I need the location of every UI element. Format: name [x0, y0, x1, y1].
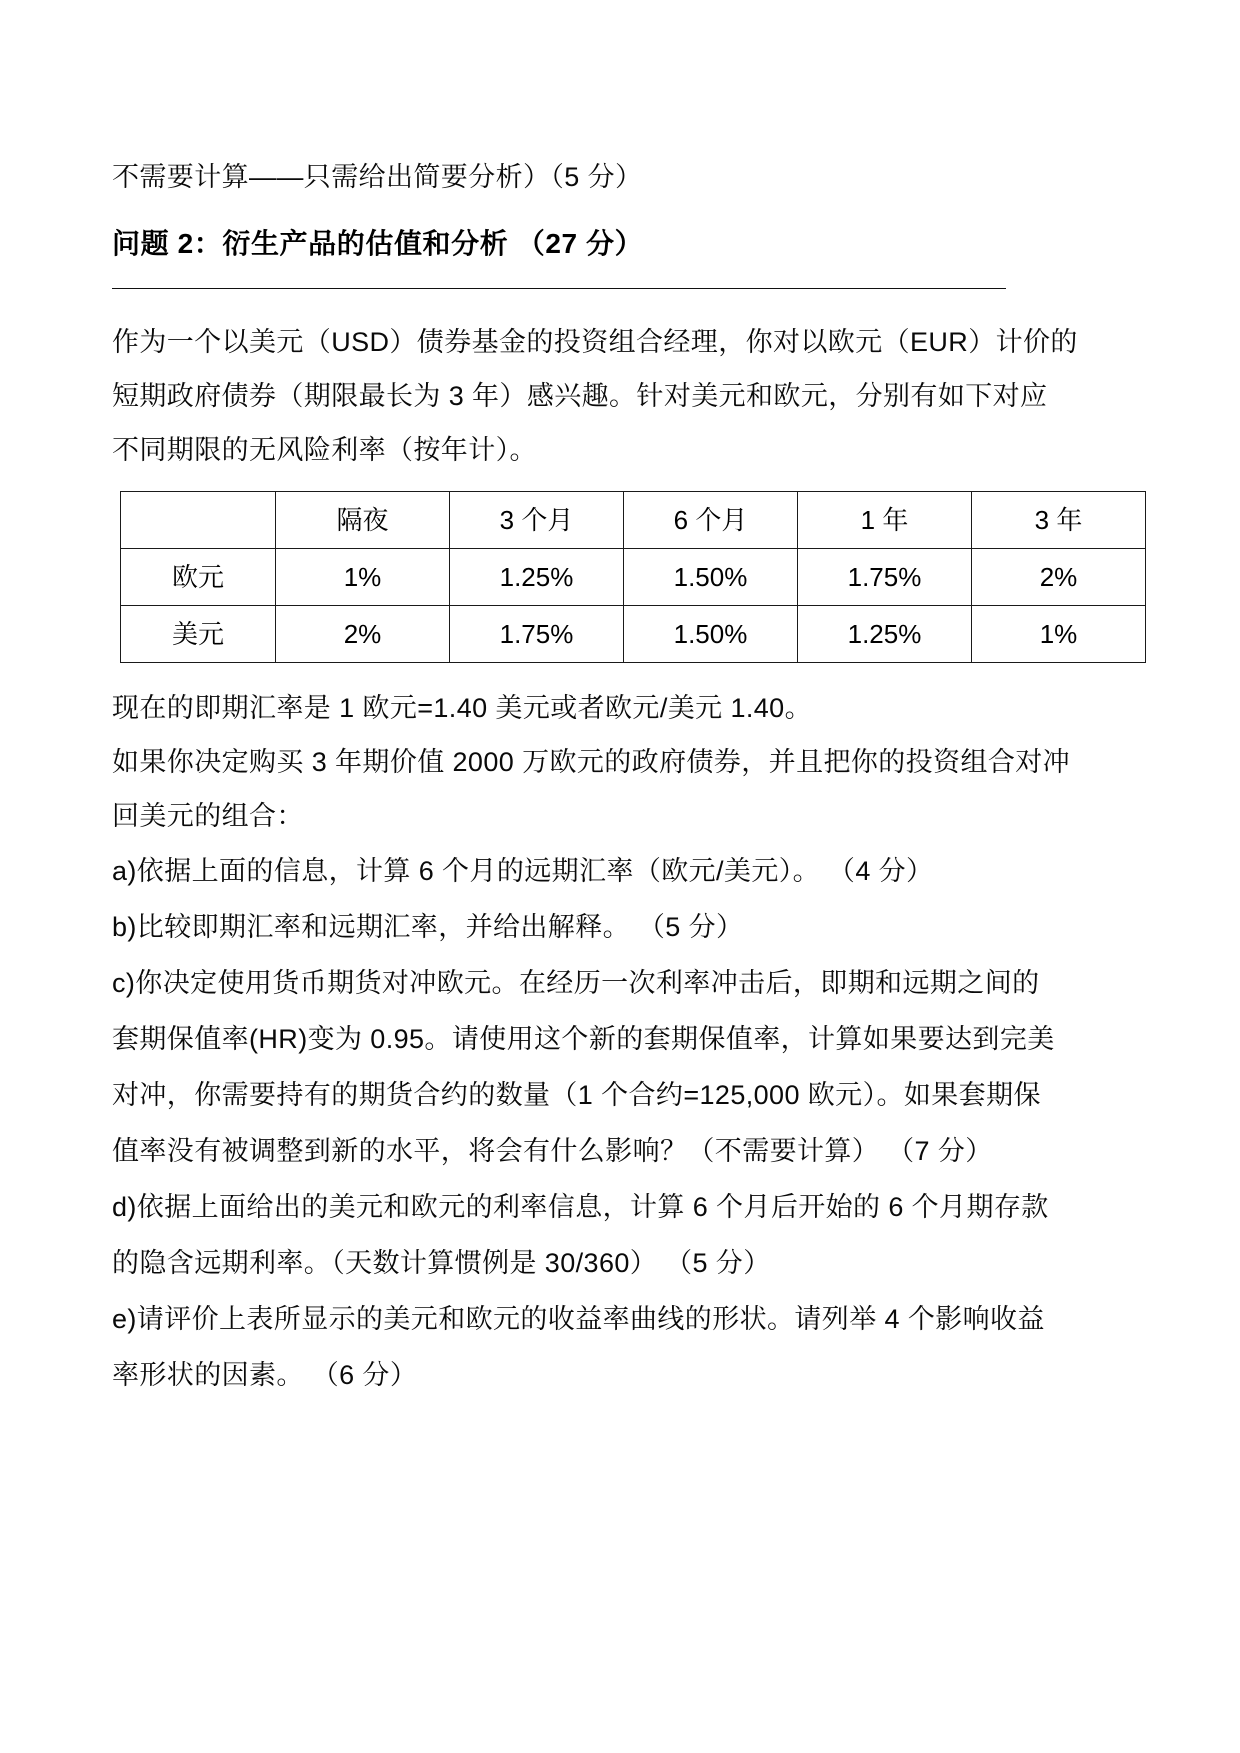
- question-c-line-4: 值率没有被调整到新的水平，将会有什么影响？（不需要计算） （7 分）: [112, 1136, 993, 1166]
- spot-rate-line: 现在的即期汇率是 1 欧元=1.40 美元或者欧元/美元 1.40。: [112, 693, 812, 723]
- table-corner-cell: [121, 492, 276, 549]
- question-a-line-1: a)依据上面的信息，计算 6 个月的远期汇率（欧元/美元）。 （4 分）: [112, 856, 934, 886]
- question-d-line-2: 的隐含远期利率。（天数计算惯例是 30/360） （5 分）: [112, 1248, 771, 1278]
- table-column-header-6m: 6 个月: [624, 492, 798, 549]
- purchase-paragraph-line-2: 回美元的组合：: [112, 801, 304, 831]
- question-item-d: [112, 1179, 1120, 1291]
- table-cell-usd-3y: 1%: [972, 606, 1146, 663]
- table-cell-usd-3m: 1.75%: [450, 606, 624, 663]
- table-cell-eur-3m: 1.25%: [450, 549, 624, 606]
- table-cell-usd-1y: 1.25%: [798, 606, 972, 663]
- intro-paragraph-line-3: 不同期限的无风险利率（按年计）。: [112, 435, 537, 465]
- section-heading: 问题 2：衍生产品的估值和分析 （27 分）: [112, 228, 644, 259]
- table-row-label-usd: 美元: [121, 606, 276, 663]
- table-row-label-eur: 欧元: [121, 549, 276, 606]
- question-e-line-2: 率形状的因素。 （6 分）: [112, 1360, 418, 1390]
- question-item-a: [112, 843, 1120, 899]
- table-column-header-3m: 3 个月: [450, 492, 624, 549]
- question-c-line-1: c)你决定使用货币期货对冲欧元。在经历一次利率冲击后，即期和远期之间的: [112, 968, 1040, 998]
- question-e-line-1: e)请评价上表所显示的美元和欧元的收益率曲线的形状。请列举 4 个影响收益: [112, 1304, 1045, 1334]
- question-b-line-1: b)比较即期汇率和远期汇率，并给出解释。 （5 分）: [112, 912, 744, 942]
- question-c-line-3: 对冲，你需要持有的期货合约的数量（1 个合约=125,000 欧元）。如果套期保: [112, 1080, 1041, 1110]
- table-cell-usd-overnight: 2%: [276, 606, 450, 663]
- table-cell-usd-6m: 1.50%: [624, 606, 798, 663]
- intro-paragraph-line-1: 作为一个以美元（USD）债券基金的投资组合经理，你对以欧元（EUR）计价的: [112, 327, 1078, 357]
- table-column-header-3y: 3 年: [972, 492, 1146, 549]
- intro-paragraph-line-2: 短期政府债券（期限最长为 3 年）感兴趣。针对美元和欧元，分别有如下对应: [112, 381, 1048, 411]
- table-row: [121, 606, 1146, 663]
- question-c-line-2: 套期保值率(HR)变为 0.95。请使用这个新的套期保值率，计算如果要达到完美: [112, 1024, 1055, 1054]
- risk-free-rates-table: [120, 491, 1146, 663]
- rates-table-wrapper: [112, 491, 1120, 663]
- question-d-line-1: d)依据上面给出的美元和欧元的利率信息，计算 6 个月后开始的 6 个月期存款: [112, 1192, 1049, 1222]
- spacer: [112, 204, 1120, 214]
- table-column-header-1y: 1 年: [798, 492, 972, 549]
- table-cell-eur-6m: 1.50%: [624, 549, 798, 606]
- table-column-header-overnight: 隔夜: [276, 492, 450, 549]
- table-cell-eur-1y: 1.75%: [798, 549, 972, 606]
- table-cell-eur-overnight: 1%: [276, 549, 450, 606]
- question-item-e: [112, 1291, 1120, 1403]
- intro-tail-line: 不需要计算——只需给出简要分析）（5 分）: [112, 162, 643, 192]
- horizontal-divider: [112, 288, 1006, 289]
- questions-list: [112, 843, 1120, 1403]
- table-cell-eur-3y: 2%: [972, 549, 1146, 606]
- table-row: [121, 549, 1146, 606]
- question-item-b: [112, 899, 1120, 955]
- table-header-row: [121, 492, 1146, 549]
- purchase-paragraph-line-1: 如果你决定购买 3 年期价值 2000 万欧元的政府债券，并且把你的投资组合对冲: [112, 747, 1071, 777]
- question-item-c: [112, 955, 1120, 1179]
